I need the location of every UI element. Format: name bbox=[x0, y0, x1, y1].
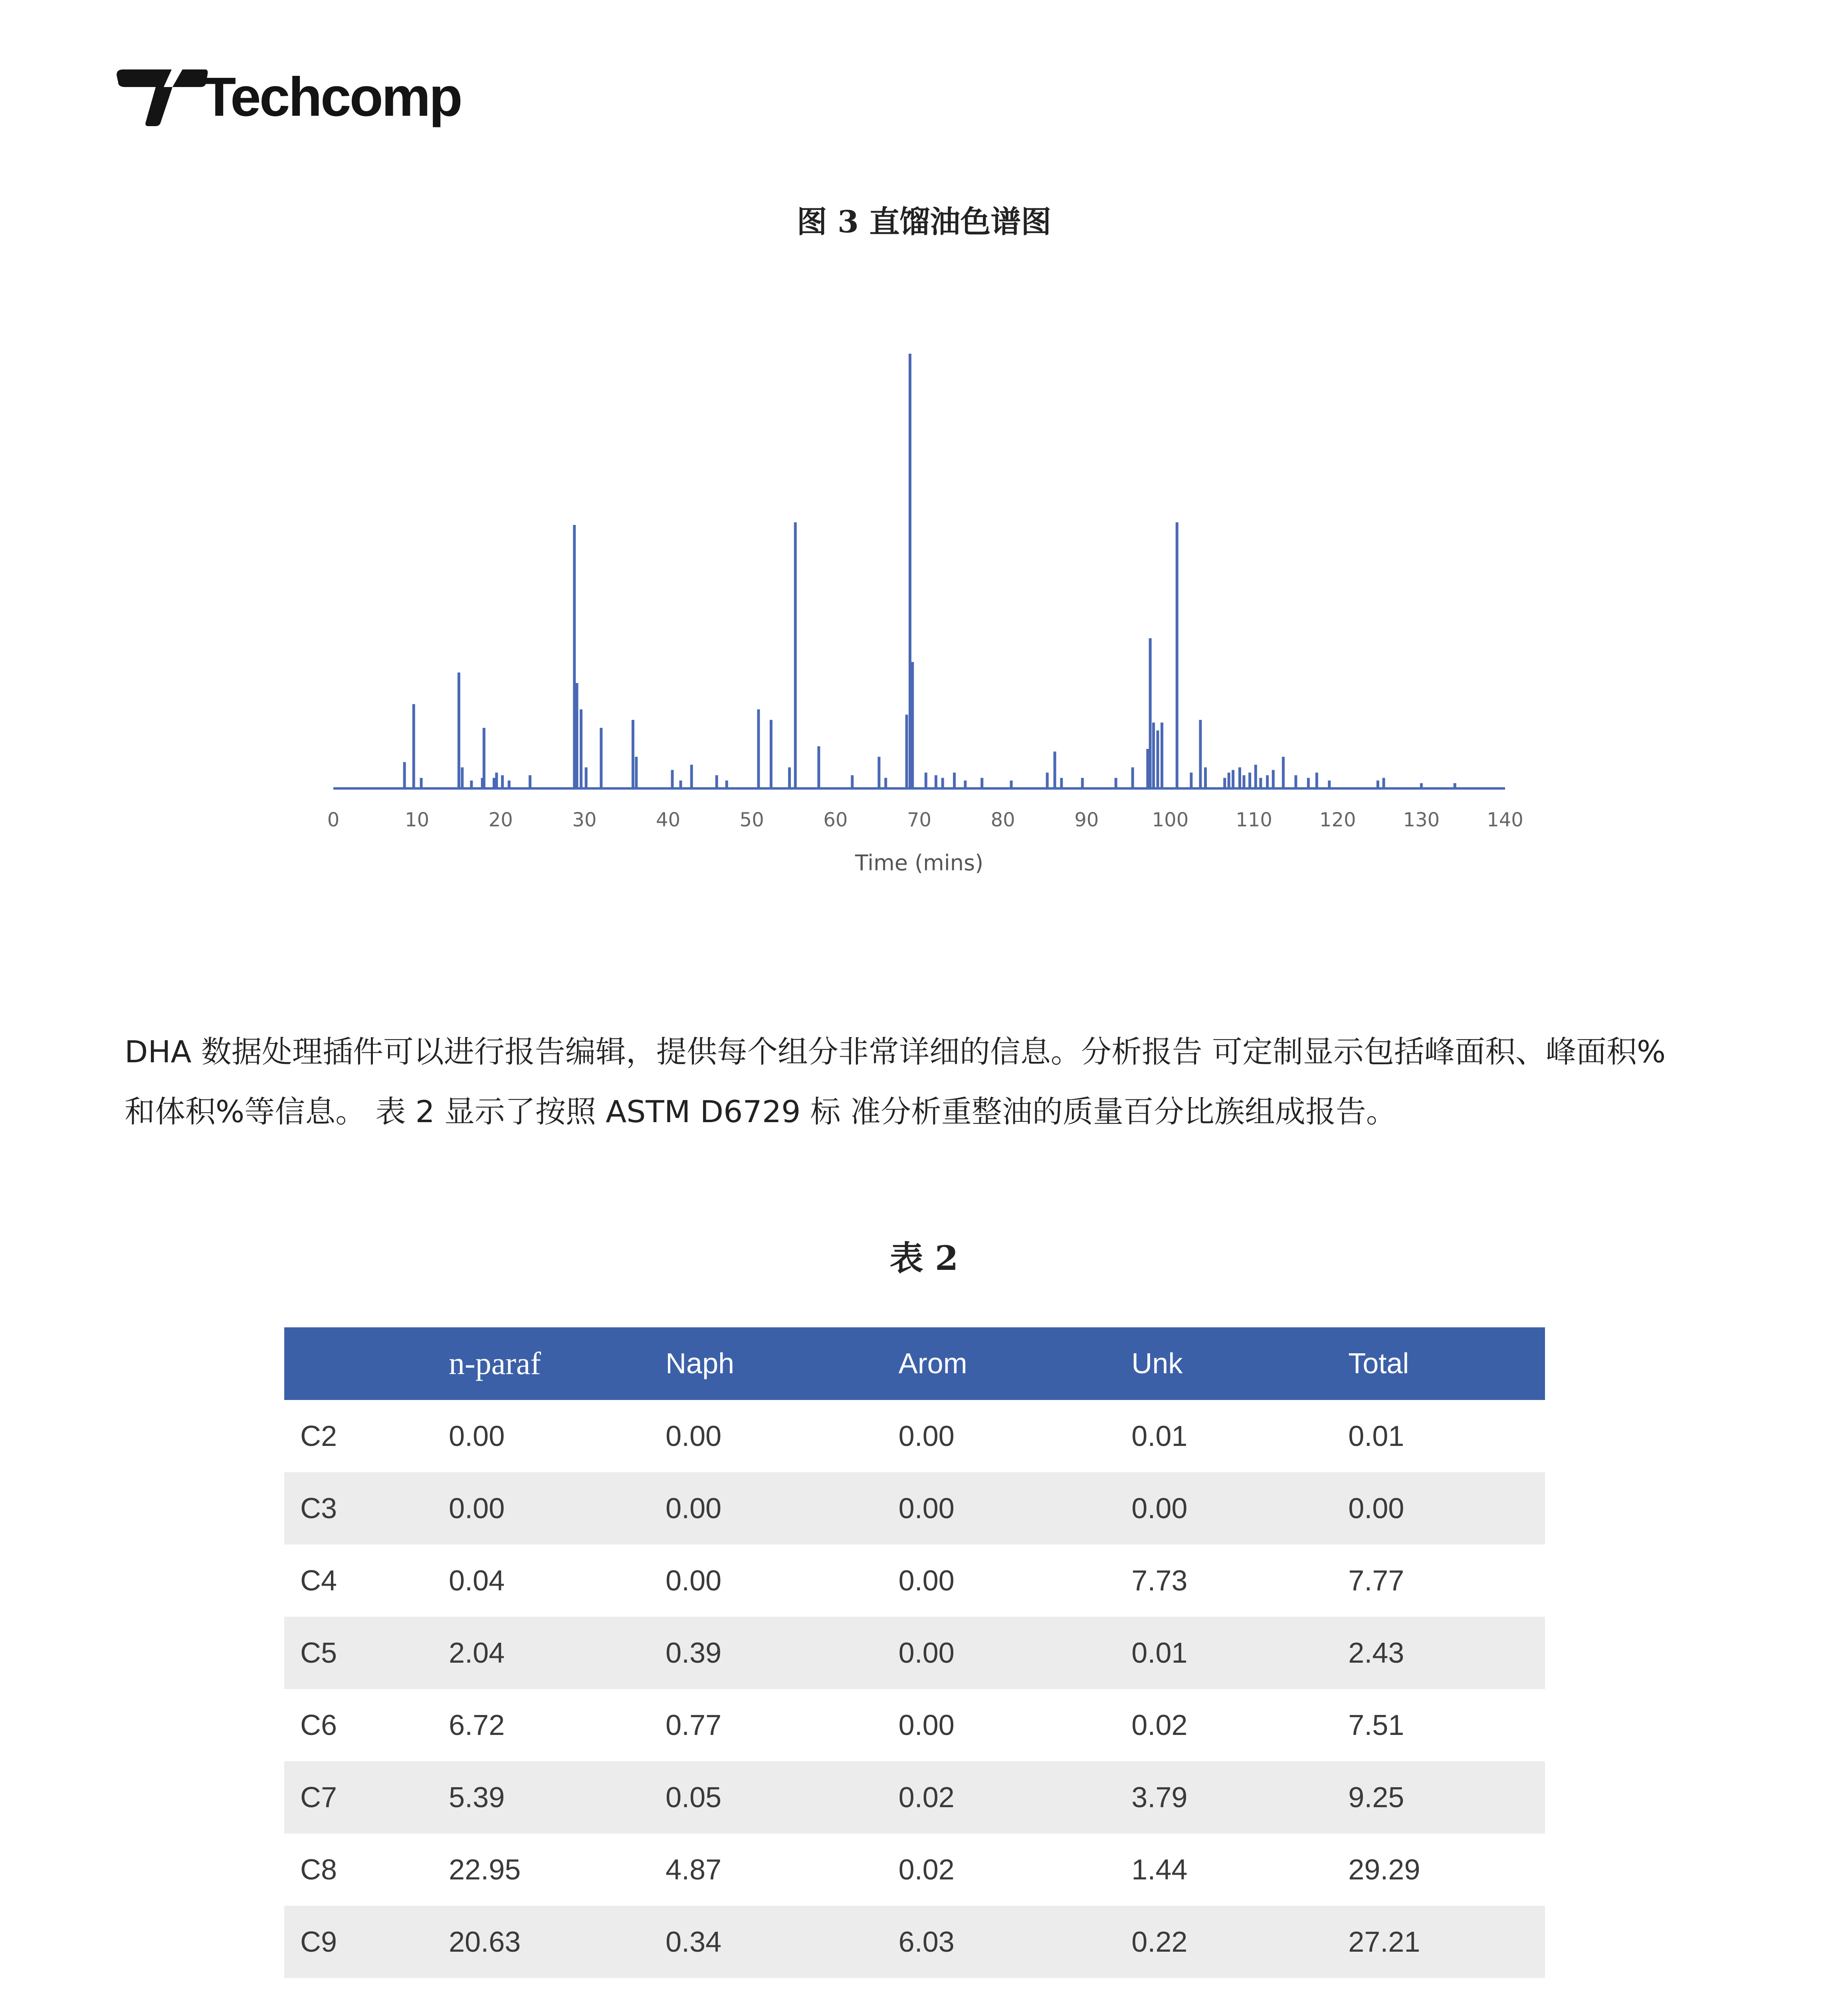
x-tick-label: 110 bbox=[1236, 809, 1272, 831]
table-cell: 0.00 bbox=[666, 1564, 722, 1597]
table-cell: 20.63 bbox=[433, 1906, 650, 1978]
row-label-cell: C4 bbox=[300, 1564, 337, 1597]
table-cell bbox=[1115, 1978, 1332, 1996]
x-tick-label: 40 bbox=[656, 809, 681, 831]
table-row bbox=[284, 1834, 1545, 1906]
x-tick-label: 130 bbox=[1403, 809, 1440, 831]
table-cell: 0.01 bbox=[1348, 1420, 1404, 1452]
table-cell: 0.00 bbox=[898, 1709, 955, 1741]
row-label-cell: C9 bbox=[284, 1906, 433, 1978]
techcomp-logo-mark-icon bbox=[113, 67, 208, 127]
figure-caption: 图 3 直馏油色谱图 bbox=[796, 204, 1052, 240]
table-cell: 29.29 bbox=[1348, 1853, 1420, 1886]
table-cell: 0.01 bbox=[1131, 1420, 1188, 1452]
x-tick-label: 120 bbox=[1319, 809, 1356, 831]
table-cell: 27.21 bbox=[1332, 1906, 1545, 1978]
paragraph-line-1: DHA 数据处理插件可以进行报告编辑，提供每个组分非常详细的信息。分析报告 可定制显示包括峰面积、峰面积% bbox=[125, 1034, 1666, 1069]
x-tick-label: 30 bbox=[572, 809, 597, 831]
table-cell: 0.00 bbox=[898, 1420, 955, 1452]
x-tick-label: 80 bbox=[990, 809, 1015, 831]
row-label-cell bbox=[284, 1978, 433, 1996]
chromatogram-chart bbox=[315, 303, 1537, 902]
table-cell: 3.79 bbox=[1115, 1761, 1332, 1834]
table-cell: 22.95 bbox=[449, 1853, 521, 1886]
x-tick-label: 0 bbox=[327, 809, 340, 831]
paragraph-line-2: 和体积%等信息。 表 2 显示了按照 ASTM D6729 标 准分析重整油的质量百分比族组成报告。 bbox=[125, 1094, 1396, 1129]
header-cell-unk: Unk bbox=[1115, 1327, 1332, 1400]
table-cell: 0.00 bbox=[898, 1564, 955, 1597]
header-cell-n-paraf: n-paraf bbox=[433, 1327, 650, 1400]
chromatogram-svg bbox=[315, 303, 1537, 902]
table-cell: 0.00 bbox=[883, 1617, 1116, 1689]
table-cell: 0.01 bbox=[1115, 1617, 1332, 1689]
description-paragraph bbox=[125, 1022, 1745, 1142]
header-cell bbox=[284, 1327, 433, 1400]
row-label-cell: C3 bbox=[284, 1472, 433, 1545]
x-tick-label: 90 bbox=[1074, 809, 1099, 831]
techcomp-logo bbox=[113, 66, 461, 131]
table-cell: 0.02 bbox=[898, 1853, 955, 1886]
table-header-row bbox=[284, 1327, 1545, 1400]
table-cell: 0.02 bbox=[1131, 1709, 1188, 1741]
table-cell: 9.25 bbox=[1332, 1761, 1545, 1834]
table-cell bbox=[433, 1978, 650, 1996]
x-tick-label: 10 bbox=[405, 809, 430, 831]
table-cell: 6.72 bbox=[449, 1709, 505, 1741]
table-caption: 表 2 bbox=[889, 1238, 959, 1278]
table-cell: 0.00 bbox=[1115, 1472, 1332, 1545]
table-row bbox=[284, 1906, 1545, 1978]
table-cell: 0.00 bbox=[1332, 1472, 1545, 1545]
table-row bbox=[284, 1545, 1545, 1617]
table-cell: 5.39 bbox=[433, 1761, 650, 1834]
table-cell: 0.39 bbox=[650, 1617, 883, 1689]
x-tick-label: 60 bbox=[823, 809, 848, 831]
table-cell: 0.04 bbox=[449, 1564, 505, 1597]
table-cell: 6.03 bbox=[883, 1906, 1116, 1978]
x-tick-label: 140 bbox=[1487, 809, 1523, 831]
table-cell: 1.44 bbox=[1131, 1853, 1188, 1886]
table-cell: 7.77 bbox=[1348, 1564, 1404, 1597]
table-cell: 0.77 bbox=[666, 1709, 722, 1741]
table-row bbox=[284, 1689, 1545, 1761]
x-tick-label: 50 bbox=[739, 809, 764, 831]
composition-table bbox=[284, 1327, 1545, 1996]
x-tick-label: 100 bbox=[1152, 809, 1189, 831]
table-cell: 7.73 bbox=[1131, 1564, 1188, 1597]
table-cell: 0.34 bbox=[650, 1906, 883, 1978]
header-cell-arom: Arom bbox=[883, 1327, 1116, 1400]
table-row bbox=[284, 1617, 1545, 1689]
table-row bbox=[284, 1978, 1545, 1996]
row-label-cell: C7 bbox=[284, 1761, 433, 1834]
table-row bbox=[284, 1472, 1545, 1545]
table-cell: 0.05 bbox=[650, 1761, 883, 1834]
x-tick-label: 20 bbox=[488, 809, 513, 831]
row-label-cell: C6 bbox=[300, 1709, 337, 1741]
table-cell: 0.02 bbox=[883, 1761, 1116, 1834]
table-cell: 0.00 bbox=[433, 1472, 650, 1545]
logo-text: Techcomp bbox=[202, 66, 461, 128]
table-cell: 0.00 bbox=[666, 1420, 722, 1452]
row-label-cell: C2 bbox=[300, 1420, 337, 1452]
table-cell: 7.51 bbox=[1348, 1709, 1404, 1741]
x-tick-label: 70 bbox=[907, 809, 932, 831]
table-row bbox=[284, 1400, 1545, 1472]
table-cell bbox=[1332, 1978, 1545, 1996]
table-cell: 2.43 bbox=[1332, 1617, 1545, 1689]
x-axis-label: Time (mins) bbox=[855, 850, 984, 875]
row-label-cell: C5 bbox=[284, 1617, 433, 1689]
table-cell: 0.22 bbox=[1115, 1906, 1332, 1978]
header-cell-naph: Naph bbox=[650, 1327, 883, 1400]
table-cell bbox=[883, 1978, 1116, 1996]
table-row bbox=[284, 1761, 1545, 1834]
header-cell-total: Total bbox=[1332, 1327, 1545, 1400]
table-cell: 0.00 bbox=[449, 1420, 505, 1452]
table-cell: 2.04 bbox=[433, 1617, 650, 1689]
table-cell bbox=[650, 1978, 883, 1996]
table-cell: 0.00 bbox=[883, 1472, 1116, 1545]
table-cell: 4.87 bbox=[666, 1853, 722, 1886]
table-cell: 0.00 bbox=[650, 1472, 883, 1545]
row-label-cell: C8 bbox=[300, 1853, 337, 1886]
